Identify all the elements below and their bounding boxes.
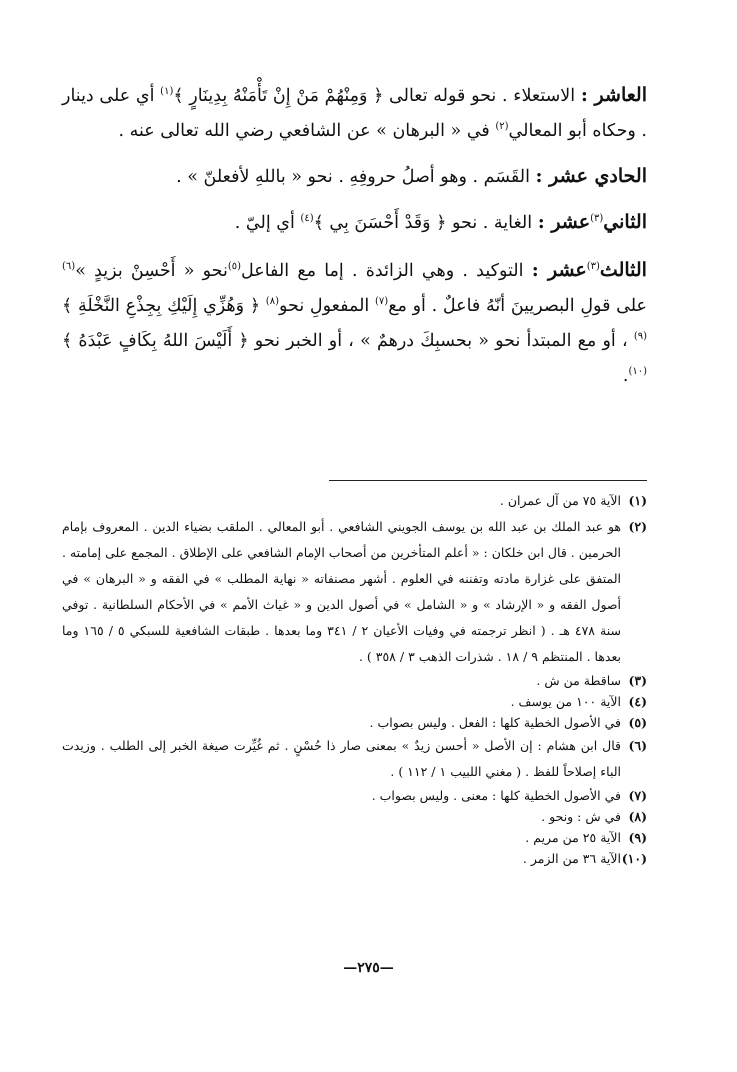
footnote-text: في الأصول الخطية كلها : معنى . وليس بصواب . bbox=[371, 788, 621, 803]
paragraph-text: . bbox=[622, 366, 629, 386]
section-heading: الثالث bbox=[599, 259, 647, 281]
paragraph-thirteenth bbox=[62, 253, 647, 394]
footnote bbox=[62, 488, 647, 514]
footnote bbox=[62, 670, 647, 691]
section-heading: الثاني bbox=[603, 211, 647, 233]
section-heading: عشر : bbox=[531, 259, 587, 281]
footnote-ref: (٥) bbox=[227, 261, 242, 273]
footnote-ref: (٧) bbox=[375, 296, 389, 308]
section-heading: العاشر : bbox=[580, 84, 647, 106]
paragraph-text: نحو « أَحْسِنْ بزيدٍ » bbox=[75, 261, 228, 281]
paragraph-text: الغاية . نحو ﴿ وَقَدْ أَحْسَنَ بِي ﴾ bbox=[313, 213, 533, 233]
footnote-ref: (١٠) bbox=[628, 366, 647, 378]
main-text bbox=[62, 78, 647, 404]
footnote-number: (٨) bbox=[628, 809, 647, 824]
footnote-ref: (١) bbox=[160, 86, 174, 98]
footnote-text: الآية ٢٥ من مريم . bbox=[525, 830, 621, 845]
footnote-number: (١) bbox=[628, 493, 647, 508]
footnote-text: في الأصول الخطية كلها : الفعل . وليس بصواب . bbox=[369, 715, 621, 730]
footnote-text: هو عبد الملك بن عبد الله بن يوسف الجويني الشافعي . أبو المعالي . الملقب بضياء الدين . المعروف بإمام الحرمين . قال ابن خلكان : « أعلم المتأخرين من أصحاب الإمام الشافعي على الإطلاق . المجمع على إمامته . المتفق على غزارة مادته وتفننه في العلوم . أشهر مصنفاته « نهاية المطلب » في الفقه و « البرهان » في أصول الفقه و « الإرشاد » و « الشامل » في أصول الدين و « غياث الأمم » في الأحكام السلطانية . توفي سنة ٤٧٨ هـ . ( انظر ترجمته في وفيات الأعيان ٢ / ٣٤١ وما بعدها . طبقات الشافعية للسبكي ٥ / ١٦٥ وما بعدها . المنتظم ٩ / ١٨ . شذرات الذهب ٣ / ٣٥٨ ) . bbox=[62, 519, 621, 664]
footnote bbox=[62, 514, 647, 670]
footnote-divider bbox=[329, 480, 647, 481]
footnote-ref: (٢) bbox=[495, 121, 509, 133]
footnote-text: قال ابن هشام : إن الأصل « أحسن زيدٌ » بمعنى صار ذا حُسْنٍ . ثم غُيِّرت صيغة الخبر إلى الطلب . وزيدت الباء إصلاحاً للفظ . ( مغني اللبيب ١ / ١١٢ ) . bbox=[62, 738, 621, 779]
paragraph-tenth bbox=[62, 78, 647, 149]
paragraph-text: أي على دينار . وحكاه أبو المعالي bbox=[62, 86, 647, 141]
quran-quote: ﴿ وَهُزِّي إِلَيْكِ بِجِذْعِ النَّخْلَةِ ﴾ bbox=[62, 296, 261, 316]
footnote-ref: (٣) bbox=[586, 261, 600, 273]
paragraph-text: القَسَم . وهو أصلُ حروفِهِ . نحو « باللهِ لأفعلنّ » . bbox=[176, 167, 530, 187]
footnote-ref: (٨) bbox=[265, 296, 279, 308]
section-heading: عشر : bbox=[537, 211, 591, 233]
footnote-text: ساقطة من ش . bbox=[536, 673, 621, 688]
footnote-number: (١٠) bbox=[621, 851, 647, 866]
footnote bbox=[62, 827, 647, 848]
footnote-number: (٤) bbox=[628, 694, 647, 709]
footnote-number: (٢) bbox=[628, 519, 647, 534]
footnote-number: (٦) bbox=[628, 738, 647, 753]
footnote bbox=[62, 785, 647, 806]
paragraph-text: الاستعلاء . نحو قوله تعالى ﴿ وَمِنْهُمْ مَنْ إِنْ تَأْمَنْهُ بِدِينَارٍ ﴾ bbox=[173, 86, 576, 106]
footnote bbox=[62, 848, 647, 869]
footnote-ref: (٦) bbox=[62, 261, 76, 273]
footnote-number: (٩) bbox=[628, 830, 647, 845]
paragraph-eleventh bbox=[62, 159, 647, 195]
footnote-text: في ش : ونحو . bbox=[541, 809, 621, 824]
footnotes bbox=[62, 488, 647, 869]
paragraph-text: أي إليّ . bbox=[234, 213, 295, 233]
footnote bbox=[62, 733, 647, 785]
footnote-number: (٣) bbox=[628, 673, 647, 688]
footnote bbox=[62, 691, 647, 712]
page-number: —٢٧٥— bbox=[343, 960, 394, 976]
paragraph-text: المفعولِ نحو bbox=[278, 296, 370, 316]
paragraph-text: ، أو مع المبتدأ نحو « بحسبِكَ درهمٌ » ، أو الخبر نحو ﴿ أَلَيْسَ اللهُ بِكَافٍ عَبْدَهُ ﴾ bbox=[62, 331, 628, 351]
footnote-text: الآية ٣٦ من الزمر . bbox=[522, 851, 621, 866]
section-heading: الحادي عشر : bbox=[535, 165, 647, 187]
paragraph-text: التوكيد . وهي الزائدة . إما مع الفاعل bbox=[241, 261, 524, 281]
footnote-ref: (٣) bbox=[590, 213, 604, 225]
footnote-ref: (٤) bbox=[300, 213, 314, 225]
footnote-text: الآية ٧٥ من آل عمران . bbox=[499, 493, 621, 508]
paragraph-twelfth bbox=[62, 205, 647, 241]
footnote-number: (٧) bbox=[628, 788, 647, 803]
paragraph-text: في « البرهان » عن الشافعي رضي الله تعالى عنه . bbox=[118, 121, 490, 141]
footnote-number: (٥) bbox=[628, 715, 647, 730]
footnote-ref: (٩) bbox=[633, 331, 647, 343]
footnote-text: الآية ١٠٠ من يوسف . bbox=[510, 694, 621, 709]
paragraph-text: على قولِ البصريينَ أنّهُ فاعلٌ . أو مع bbox=[388, 296, 647, 316]
footnote bbox=[62, 806, 647, 827]
footnote bbox=[62, 712, 647, 733]
